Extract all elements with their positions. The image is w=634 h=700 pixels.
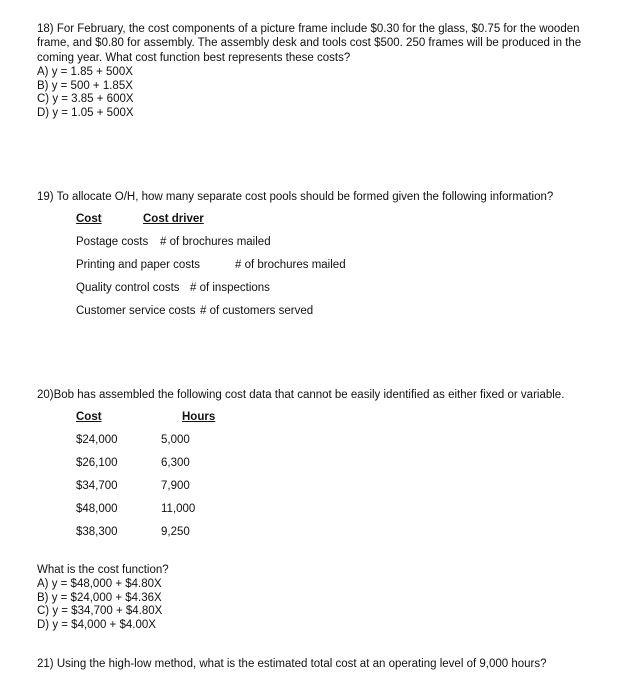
q19-text: 19) To allocate O/H, how many separate cost pools should be formed given the following information? — [37, 191, 554, 203]
q20-row-cost: $38,300 — [76, 526, 118, 538]
q20-row-cost: $24,000 — [76, 434, 118, 446]
q19-row-cost: Postage costs — [76, 236, 149, 248]
q20-option-b: B) y = $24,000 + $4.36X — [37, 592, 162, 604]
q19-row-driver: # of brochures mailed — [160, 236, 271, 248]
q18-option-a: A) y = 1.85 + 500X — [37, 66, 133, 78]
q19-row-driver: # of customers served — [200, 305, 314, 317]
q20-row-hours: 7,900 — [161, 480, 190, 492]
q20-row-cost: $48,000 — [76, 503, 118, 515]
q20-option-a: A) y = $48,000 + $4.80X — [37, 578, 162, 590]
q20-header-cost: Cost — [76, 411, 102, 423]
q19-row-cost: Customer service costs — [76, 305, 196, 317]
q20-row-hours: 11,000 — [161, 503, 196, 515]
q19-row-cost: Quality control costs — [76, 282, 180, 294]
q18-option-c: C) y = 3.85 + 600X — [37, 93, 134, 105]
q19-row-cost: Printing and paper costs — [76, 259, 201, 271]
q20-text: 20)Bob has assembled the following cost data that cannot be easily identified as either fixed or variable. — [37, 389, 565, 401]
q19-row-driver: # of brochures mailed — [235, 259, 346, 271]
q20-option-c: C) y = $34,700 + $4.80X — [37, 605, 163, 617]
q18-option-d: D) y = 1.05 + 500X — [37, 107, 134, 119]
q20-header-hours: Hours — [182, 411, 216, 423]
q18-option-b: B) y = 500 + 1.85X — [37, 80, 133, 92]
q19-header-cost: Cost — [76, 213, 102, 225]
q20-option-d: D) y = $4,000 + $4.00X — [37, 619, 156, 631]
q19-row-driver: # of inspections — [190, 282, 270, 294]
q20-question: What is the cost function? — [37, 564, 169, 576]
q18-text: 18) For February, the cost components of a picture frame include $0.30 for the glass, $0.75 for the wooden frame, and $0.80 for assembly. The assembly desk and tools cost $500. 250 frames will be produced in the coming year. What cost function best represents these costs? — [37, 23, 582, 64]
q20-row-hours: 9,250 — [161, 526, 190, 538]
q20-row-cost: $34,700 — [76, 480, 118, 492]
q20-row-hours: 6,300 — [161, 457, 190, 469]
q21-text: 21) Using the high-low method, what is the estimated total cost at an operating level of 9,000 hours? — [37, 658, 547, 670]
q20-row-cost: $26,100 — [76, 457, 118, 469]
q19-header-driver: Cost driver — [143, 213, 204, 225]
q20-row-hours: 5,000 — [161, 434, 190, 446]
